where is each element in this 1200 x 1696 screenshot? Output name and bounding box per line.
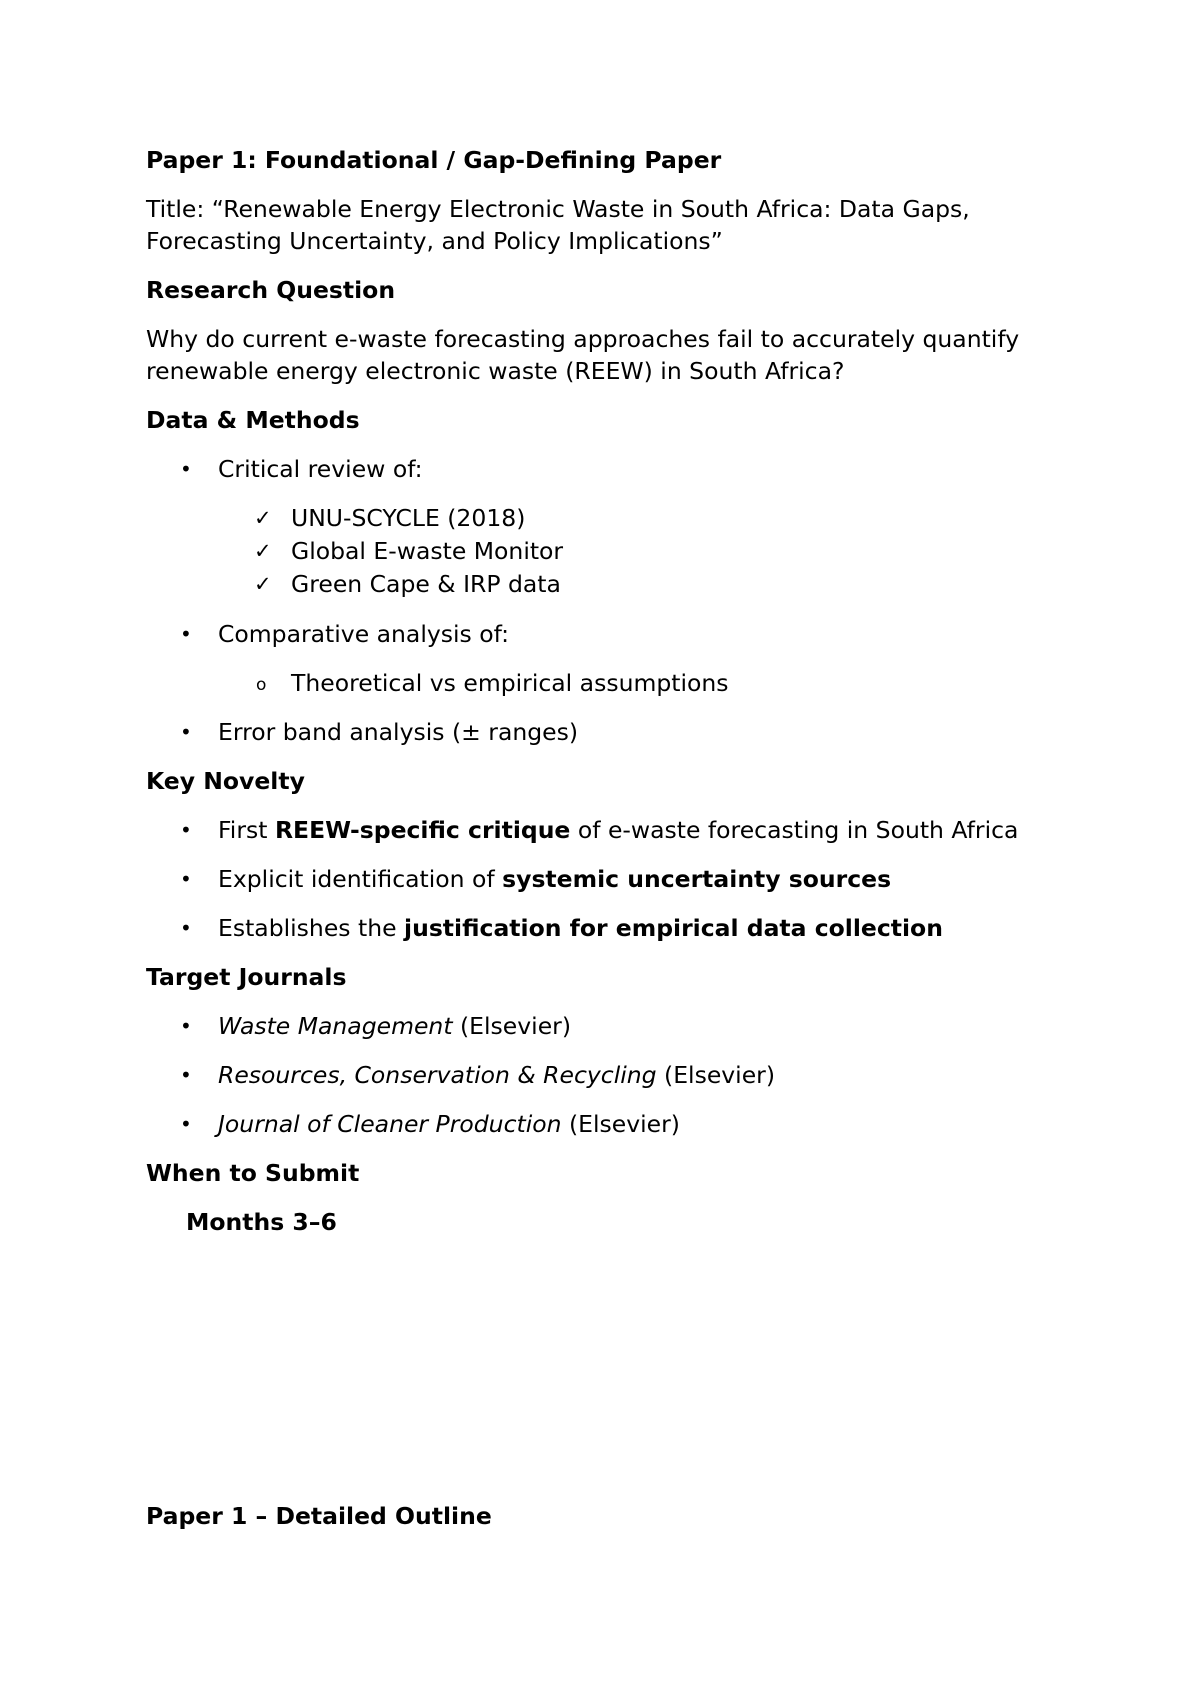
title-line-1: Title: “Renewable Energy Electronic Waste in South Africa: Data Gaps, xyxy=(146,195,970,223)
journal-publisher: (Elsevier) xyxy=(561,1110,680,1138)
outline-heading: Paper 1 – Detailed Outline xyxy=(146,1502,492,1530)
methods-item-comparative: Comparative analysis of: xyxy=(218,620,509,648)
bullet-icon: • xyxy=(180,867,192,891)
target-journals-heading: Target Journals xyxy=(146,963,347,991)
journal-name: Waste Management xyxy=(218,1012,453,1040)
review-source-item: Green Cape & IRP data xyxy=(291,570,561,598)
data-methods-heading: Data & Methods xyxy=(146,406,360,434)
submit-timeframe: Months 3–6 xyxy=(186,1208,337,1236)
novelty-text: of e-waste forecasting in South Africa xyxy=(570,816,1019,844)
novelty-emphasis: systemic uncertainty sources xyxy=(502,865,892,893)
novelty-item xyxy=(218,814,1018,846)
comparative-sub-item: Theoretical vs empirical assumptions xyxy=(291,669,729,697)
research-question-heading: Research Question xyxy=(146,276,396,304)
journal-name: Resources, Conservation & Recycling xyxy=(218,1061,657,1089)
research-question-line-1: Why do current e-waste forecasting approaches fail to accurately quantify xyxy=(146,325,1020,353)
journal-publisher: (Elsevier) xyxy=(656,1061,776,1089)
circle-bullet-icon: o xyxy=(256,675,267,695)
novelty-text: Explicit identification of xyxy=(218,865,503,893)
methods-item-error-band: Error band analysis (± ranges) xyxy=(218,718,579,746)
bullet-icon: • xyxy=(180,1014,192,1038)
when-to-submit-heading: When to Submit xyxy=(146,1159,360,1187)
bullet-icon: • xyxy=(180,622,192,646)
review-source-item: Global E-waste Monitor xyxy=(291,537,564,565)
novelty-item xyxy=(218,912,943,944)
journal-item xyxy=(218,1059,775,1091)
methods-item-critical-review: Critical review of: xyxy=(218,455,423,483)
bullet-icon: • xyxy=(180,720,192,744)
novelty-emphasis: justification for empirical data collection xyxy=(404,914,943,942)
check-icon: ✓ xyxy=(254,539,272,563)
review-source-item: UNU-SCYCLE (2018) xyxy=(291,504,526,532)
key-novelty-heading: Key Novelty xyxy=(146,767,305,795)
bullet-icon: • xyxy=(180,1112,192,1136)
research-question-line-2: renewable energy electronic waste (REEW) in South Africa? xyxy=(146,357,845,385)
bullet-icon: • xyxy=(180,916,192,940)
novelty-text: Establishes the xyxy=(218,914,405,942)
bullet-icon: • xyxy=(180,818,192,842)
novelty-text: First xyxy=(218,816,275,844)
journal-item xyxy=(218,1010,571,1042)
paper-heading: Paper 1: Foundational / Gap-Defining Paper xyxy=(146,146,722,174)
check-icon: ✓ xyxy=(254,572,272,596)
journal-name: Journal of Cleaner Production xyxy=(218,1110,562,1138)
check-icon: ✓ xyxy=(254,506,272,530)
novelty-item xyxy=(218,863,891,895)
journal-publisher: (Elsevier) xyxy=(452,1012,571,1040)
title-line-2: Forecasting Uncertainty, and Policy Implications” xyxy=(146,227,723,255)
journal-item xyxy=(218,1108,680,1140)
bullet-icon: • xyxy=(180,457,192,481)
novelty-emphasis: REEW-specific critique xyxy=(274,816,571,844)
bullet-icon: • xyxy=(180,1063,192,1087)
